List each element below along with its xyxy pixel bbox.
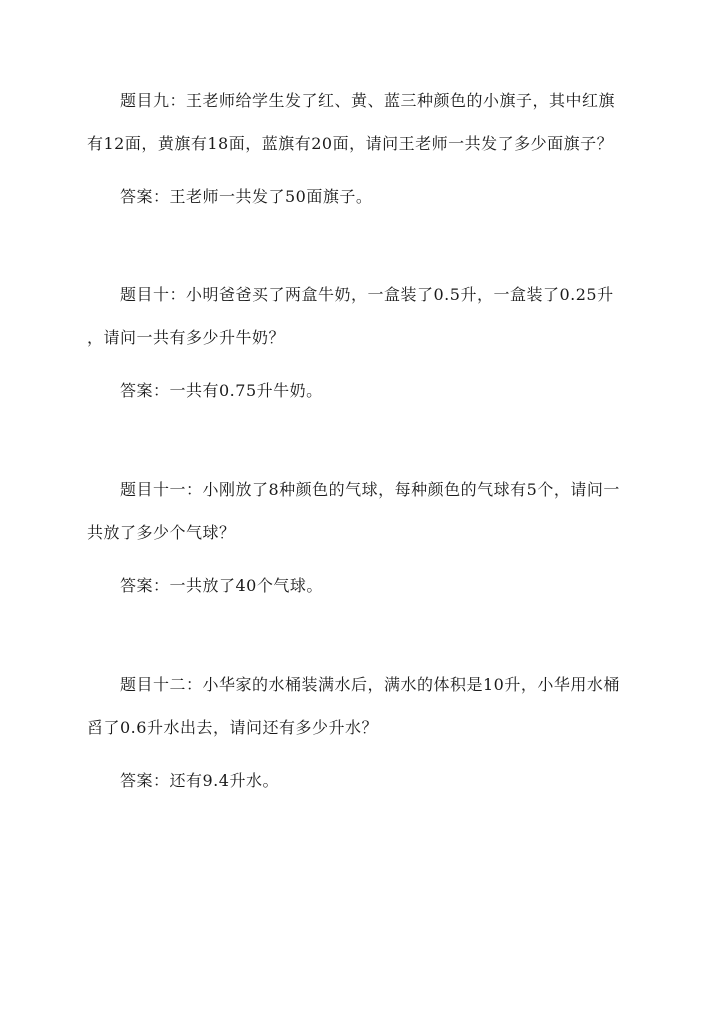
answer-11: 答案：一共放了40个气球。 [120, 576, 323, 595]
question-12-line-2: 舀了0.6升水出去，请问还有多少升水？ [87, 718, 378, 737]
answer-10: 答案：一共有0.75升牛奶。 [120, 381, 323, 400]
question-10-line-1: 题目十：小明爸爸买了两盒牛奶，一盒装了0.5升，一盒装了0.25升 [120, 285, 614, 304]
answer-12: 答案：还有9.4升水。 [120, 771, 279, 790]
question-9-line-1: 题目九：王老师给学生发了红、黄、蓝三种颜色的小旗子，其中红旗 [120, 91, 616, 110]
question-10-line-2: ，请问一共有多少升牛奶？ [87, 328, 286, 347]
question-9-line-2: 有12面，黄旗有18面，蓝旗有20面，请问王老师一共发了多少面旗子？ [87, 134, 614, 153]
question-11-line-2: 共放了多少个气球？ [87, 523, 236, 542]
question-12-line-1: 题目十二：小华家的水桶装满水后，满水的体积是10升，小华用水桶 [120, 675, 620, 694]
question-11-line-1: 题目十一：小刚放了8种颜色的气球，每种颜色的气球有5个，请问一 [120, 480, 620, 499]
answer-9: 答案：王老师一共发了50面旗子。 [120, 187, 373, 206]
